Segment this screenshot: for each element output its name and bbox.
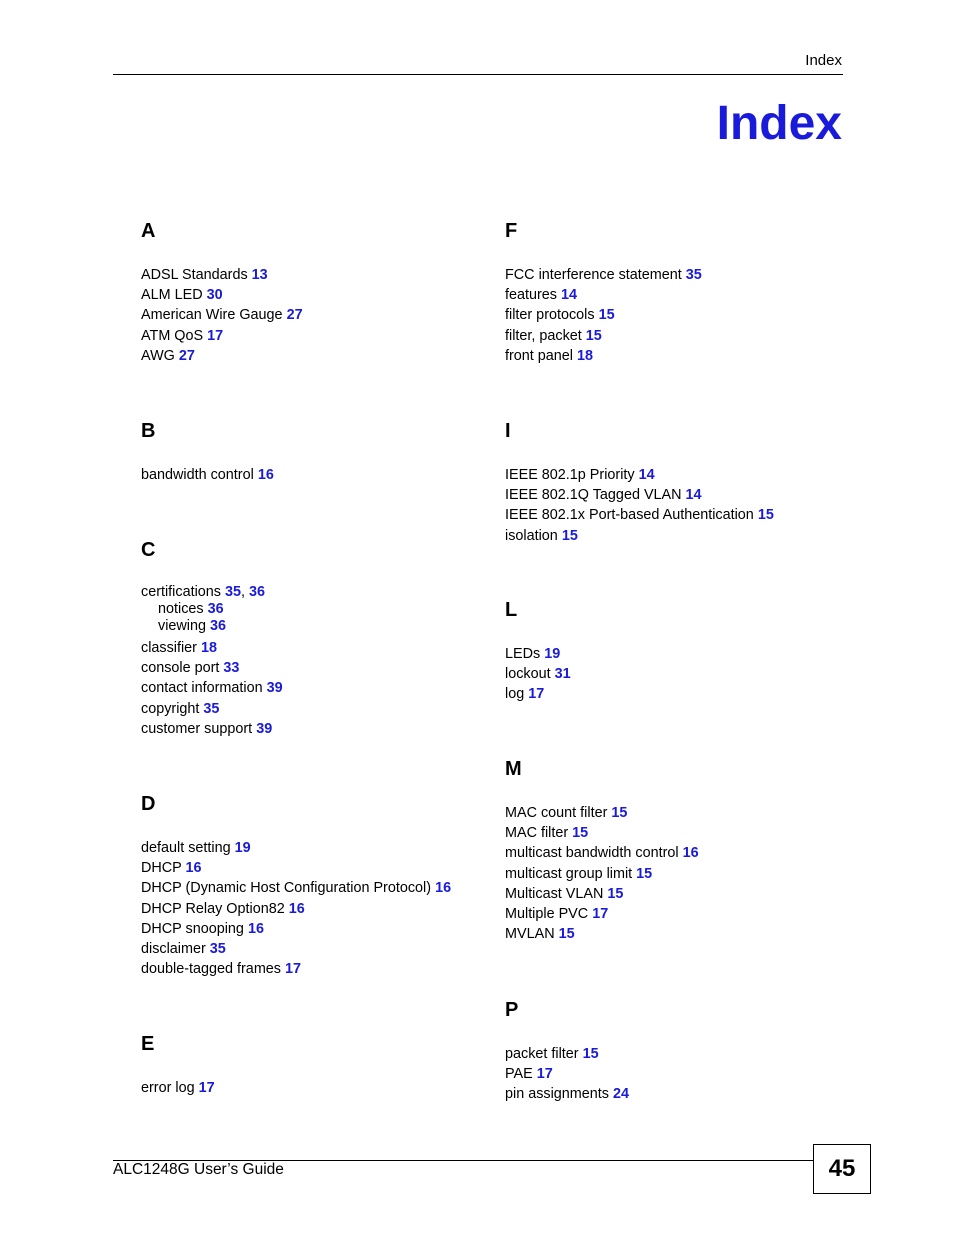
entry-term: Multiple PVC xyxy=(505,905,589,922)
entry-term: disclaimer xyxy=(141,940,206,957)
index-section-f xyxy=(505,219,865,366)
index-subentry xyxy=(141,618,501,635)
index-entry xyxy=(141,1078,501,1098)
page-link[interactable]: 15 xyxy=(598,307,615,324)
entry-term: front panel xyxy=(505,347,574,364)
page-link[interactable]: 24 xyxy=(613,1086,630,1103)
page-link[interactable]: 15 xyxy=(611,805,628,821)
index-entry xyxy=(141,638,501,658)
page-link[interactable]: 15 xyxy=(572,825,589,842)
entry-term: DHCP xyxy=(141,860,182,877)
page-link[interactable]: 35 xyxy=(685,267,702,283)
section-letter: I xyxy=(505,420,511,442)
index-entry xyxy=(141,919,501,939)
entry-term: American Wire Gauge xyxy=(141,307,283,324)
entry-term: FCC interference statement xyxy=(505,267,682,283)
entry-term: contact information xyxy=(141,680,263,697)
page-link[interactable]: 36 xyxy=(249,584,266,600)
page-link[interactable]: 17 xyxy=(207,327,224,344)
footer-guide-name: ALC1248G User’s Guide xyxy=(113,1161,284,1178)
index-entry xyxy=(141,719,501,739)
entry-list xyxy=(505,265,865,366)
index-entry xyxy=(141,678,501,698)
index-entry xyxy=(141,285,501,305)
header-section-label: Index xyxy=(805,52,842,69)
index-entry xyxy=(505,285,865,305)
entry-term: features xyxy=(505,287,557,304)
page-link[interactable]: 15 xyxy=(757,507,774,524)
header-rule xyxy=(113,74,843,75)
index-subentry xyxy=(141,601,501,618)
index-entry xyxy=(141,326,501,346)
index-entry xyxy=(505,265,865,285)
entry-term: filter protocols xyxy=(505,307,595,324)
page-link[interactable]: 15 xyxy=(636,865,653,882)
page-link[interactable]: 16 xyxy=(257,467,274,483)
page-link[interactable]: 27 xyxy=(178,347,195,364)
index-entry xyxy=(141,346,501,366)
page-link[interactable]: 36 xyxy=(207,601,224,617)
index-entry xyxy=(505,1064,865,1084)
entry-list xyxy=(141,265,501,366)
index-entry xyxy=(505,924,865,944)
index-entry xyxy=(505,326,865,346)
entry-term: filter, packet xyxy=(505,327,582,344)
page-link[interactable]: 36 xyxy=(210,618,227,634)
entry-term: double-tagged frames xyxy=(141,961,281,978)
section-letter: B xyxy=(141,420,156,442)
index-entry xyxy=(141,878,501,898)
entry-term: MAC filter xyxy=(505,825,569,842)
entry-term: error log xyxy=(141,1080,195,1096)
page-link[interactable]: 17 xyxy=(536,1066,553,1083)
index-entry xyxy=(505,526,865,546)
page-title: Index xyxy=(716,97,842,150)
index-entry xyxy=(141,838,501,858)
index-section-i xyxy=(505,419,865,546)
page-link[interactable]: 18 xyxy=(200,640,217,656)
section-letter: C xyxy=(141,539,156,561)
entry-term: viewing xyxy=(158,618,206,634)
index-entry xyxy=(505,684,865,704)
index-entry xyxy=(141,858,501,878)
page-link[interactable]: 15 xyxy=(585,327,602,344)
index-entry xyxy=(141,658,501,678)
page-link[interactable]: 35 xyxy=(209,940,226,957)
page-link[interactable]: 16 xyxy=(682,845,699,862)
entry-term: DHCP snooping xyxy=(141,920,244,937)
entry-term: LEDs xyxy=(505,646,541,662)
section-letter: L xyxy=(505,599,518,621)
index-entry xyxy=(505,305,865,325)
page-link[interactable]: 17 xyxy=(528,686,545,703)
page-link[interactable]: 13 xyxy=(251,267,268,283)
page-link[interactable]: 17 xyxy=(592,905,609,922)
index-entry xyxy=(141,305,501,325)
index-entry xyxy=(505,803,865,823)
index-entry xyxy=(141,959,501,979)
entry-term: customer support xyxy=(141,720,253,737)
page-link[interactable]: 16 xyxy=(288,900,305,917)
entry-term: classifier xyxy=(141,640,197,656)
section-letter: D xyxy=(141,793,156,815)
page-link[interactable]: 33 xyxy=(223,660,240,677)
entry-list xyxy=(505,803,865,944)
section-letter: A xyxy=(141,220,156,242)
entry-list xyxy=(505,644,865,705)
entry-term: multicast bandwidth control xyxy=(505,845,679,862)
section-letter: P xyxy=(505,999,519,1021)
entry-term: bandwidth control xyxy=(141,467,254,483)
entry-list xyxy=(505,465,865,546)
entry-term: AWG xyxy=(141,347,175,364)
entry-term: certifications xyxy=(141,584,221,600)
index-entry xyxy=(505,664,865,684)
page-link[interactable]: 16 xyxy=(435,880,452,897)
entry-term: isolation xyxy=(505,527,558,544)
page-link[interactable]: 14 xyxy=(685,487,702,504)
page-number: 45 xyxy=(828,1155,856,1182)
index-section-m xyxy=(505,757,865,944)
page-link[interactable]: 39 xyxy=(266,680,283,697)
index-entry xyxy=(505,1084,865,1104)
entry-term: MVLAN xyxy=(505,926,555,943)
entry-term: ATM QoS xyxy=(141,327,204,344)
index-entry xyxy=(141,939,501,959)
section-letter: M xyxy=(505,758,522,780)
entry-list xyxy=(141,584,501,739)
entry-term: Multicast VLAN xyxy=(505,885,604,902)
page-link[interactable]: 31 xyxy=(554,666,571,683)
index-section-b xyxy=(141,419,501,485)
page-link[interactable]: 16 xyxy=(185,860,202,877)
entry-term: PAE xyxy=(505,1066,533,1083)
index-entry xyxy=(505,823,865,843)
page-link[interactable]: 15 xyxy=(607,885,624,902)
page-link[interactable]: 18 xyxy=(577,347,594,364)
entry-term: ALM LED xyxy=(141,287,203,304)
index-entry xyxy=(505,864,865,884)
entry-term: IEEE 802.1Q Tagged VLAN xyxy=(505,487,682,504)
index-section-d xyxy=(141,792,501,979)
entry-term: console port xyxy=(141,660,220,677)
entry-term: notices xyxy=(158,601,204,617)
page-link[interactable]: 17 xyxy=(285,961,302,978)
entry-term: IEEE 802.1x Port-based Authentication xyxy=(505,507,754,524)
index-entry xyxy=(505,505,865,525)
index-entry xyxy=(505,904,865,924)
entry-term: log xyxy=(505,686,525,703)
index-entry xyxy=(141,265,501,285)
page-link[interactable]: 19 xyxy=(544,646,561,662)
page-link[interactable]: 39 xyxy=(256,720,273,737)
index-entry xyxy=(141,699,501,719)
section-letter: E xyxy=(141,1033,155,1055)
index-entry xyxy=(505,1044,865,1064)
index-entry: certifications 35, 36 xyxy=(141,584,266,600)
entry-term: packet filter xyxy=(505,1046,579,1062)
index-section-l xyxy=(505,598,865,705)
index-entry xyxy=(505,485,865,505)
entry-term: default setting xyxy=(141,840,231,856)
page-link[interactable]: 14 xyxy=(638,467,655,483)
entry-list xyxy=(141,838,501,979)
index-entry xyxy=(505,843,865,863)
page-link[interactable]: 19 xyxy=(234,840,251,856)
index-section-a xyxy=(141,219,501,366)
index-entry xyxy=(505,465,865,485)
index-section-p xyxy=(505,998,865,1105)
page-link[interactable]: 15 xyxy=(582,1046,599,1062)
index-section-e xyxy=(141,1032,501,1098)
page-link[interactable]: 16 xyxy=(247,920,264,937)
entry-list xyxy=(141,465,501,485)
entry-term: MAC count filter xyxy=(505,805,608,821)
page-link[interactable]: 35 xyxy=(203,700,220,717)
entry-term: DHCP Relay Option82 xyxy=(141,900,285,917)
entry-list xyxy=(505,1044,865,1105)
page-link[interactable]: 30 xyxy=(206,287,223,304)
index-entry xyxy=(505,346,865,366)
index-entry xyxy=(505,644,865,664)
entry-list xyxy=(141,1078,501,1098)
entry-term: copyright xyxy=(141,700,200,717)
index-entry xyxy=(505,884,865,904)
entry-term: ADSL Standards xyxy=(141,267,248,283)
entry-term: multicast group limit xyxy=(505,865,633,882)
page-link[interactable]: 14 xyxy=(561,287,578,304)
index-section-c xyxy=(141,538,501,739)
page-number-box xyxy=(813,1144,871,1194)
entry-term: pin assignments xyxy=(505,1086,609,1103)
index-entry xyxy=(141,465,501,485)
page-link[interactable]: 15 xyxy=(561,527,578,544)
page-link[interactable]: 35 xyxy=(224,584,241,600)
entry-term: DHCP (Dynamic Host Configuration Protocol) xyxy=(141,880,432,897)
page-link[interactable]: 27 xyxy=(286,307,303,324)
index-entry xyxy=(141,899,501,919)
page-link[interactable]: 17 xyxy=(198,1080,215,1096)
entry-term: IEEE 802.1p Priority xyxy=(505,467,635,483)
section-letter: F xyxy=(505,220,518,242)
entry-term: lockout xyxy=(505,666,551,683)
page-link[interactable]: 15 xyxy=(558,926,575,943)
